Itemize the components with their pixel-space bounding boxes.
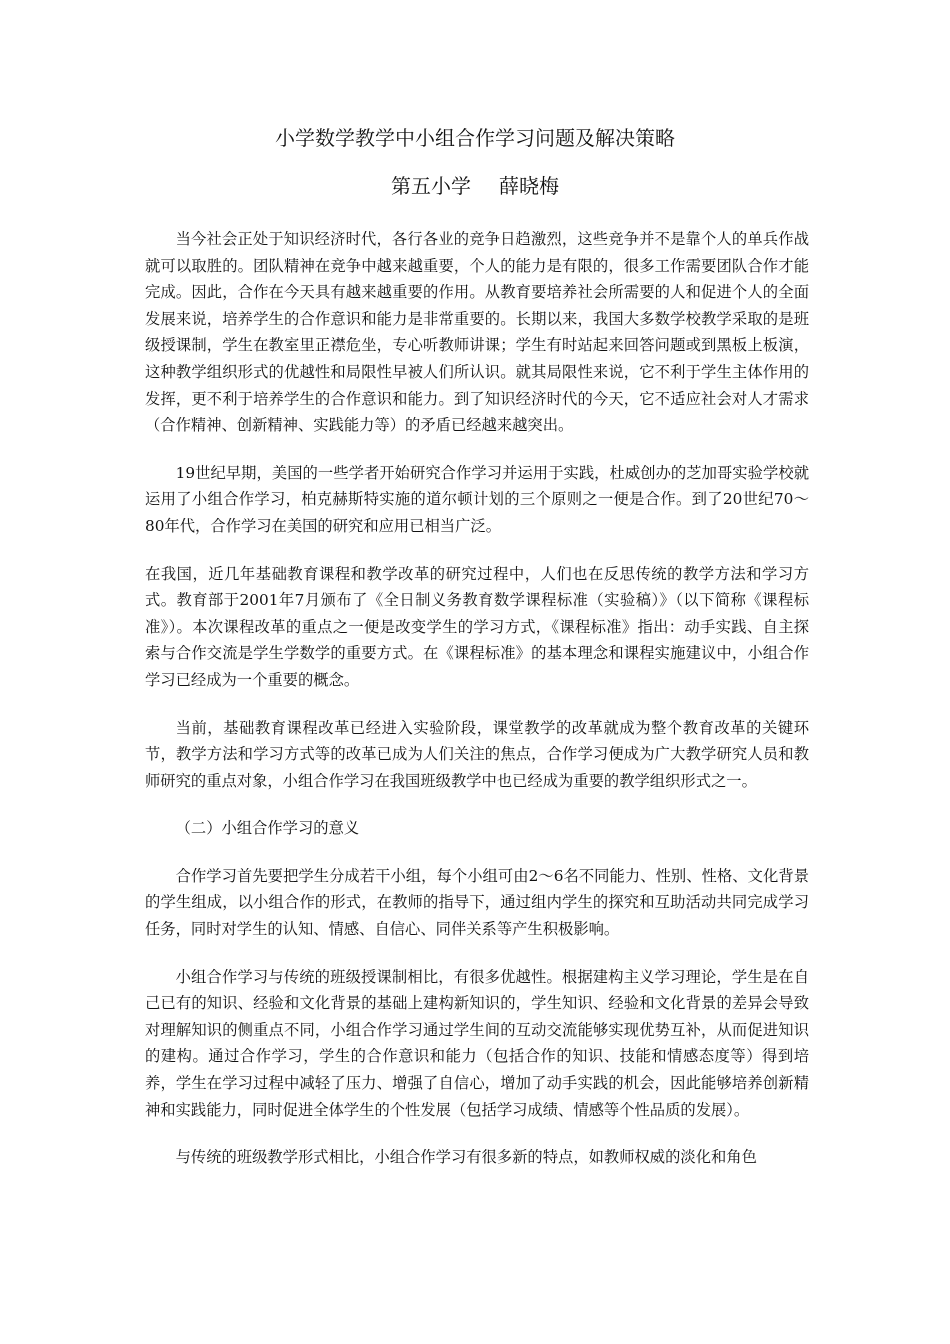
paragraph-6: 小组合作学习与传统的班级授课制相比，有很多优越性。根据建构主义学习理论，学生是在自己已有的知识、经验和文化背景的基础上建构新知识的，学生知识、经验和文化背景的差异会导致对理解知识的侧重点不同，小组合作学习通过学生间的互动交流能够实现优势互补，从而促进知识的建构。通过合作学习，学生的合作意识和能力（包括合作的知识、技能和情感态度等）得到培养，学生在学习过程中减轻了压力、增强了自信心，增加了动手实践的机会，因此能够培养创新精神和实践能力，同时促进全体学生的个性发展（包括学习成绩、情感等个性品质的发展）。 xyxy=(145,967,809,1119)
paragraph-2: 19世纪早期，美国的一些学者开始研究合作学习并运用于实践，杜威创办的芝加哥实验学校就运用了小组合作学习，柏克赫斯特实施的道尔顿计划的三个原则之一便是合作。到了20世纪70～80年代，合作学习在美国的研究和应用已相当广泛。 xyxy=(145,463,809,535)
author-name: 薛晓梅 xyxy=(499,174,559,198)
author-line xyxy=(0,172,950,200)
section-heading: （二）小组合作学习的意义 xyxy=(175,819,360,838)
school-name: 第五小学 xyxy=(391,174,471,198)
paragraph-5: 合作学习首先要把学生分成若干小组，每个小组可由2～6名不同能力、性别、性格、文化背景的学生组成，以小组合作的形式，在教师的指导下，通过组内学生的探究和互助活动共同完成学习任务，同时对学生的认知、情感、自信心、同伴关系等产生积极影响。 xyxy=(145,866,809,939)
document-title: 小学数学教学中小组合作学习问题及解决策略 xyxy=(275,126,675,150)
paragraph-3: 在我国，近几年基础教育课程和教学改革的研究过程中，人们也在反思传统的教学方法和学习方式。教育部于2001年7月颁布了《全日制义务教育数学课程标准（实验稿）》（以下简称《课程标准》）。本次课程改革的重点之一便是改变学生的学习方式，《课程标准》指出：动手实践、自主探索与合作交流是学生学数学的重要方式。在《课程标准》的基本理念和课程实施建议中，小组合作学习已经成为一个重要的概念。 xyxy=(145,564,809,689)
paragraph-7: 与传统的班级教学形式相比，小组合作学习有很多新的特点，如教师权威的淡化和角色 xyxy=(175,1148,757,1167)
paragraph-1: 当今社会正处于知识经济时代，各行各业的竞争日趋激烈，这些竞争并不是靠个人的单兵作战就可以取胜的。团队精神在竞争中越来越重要，个人的能力是有限的，很多工作需要团队合作才能完成。因此，合作在今天具有越来越重要的作用。从教育要培养社会所需要的人和促进个人的全面发展来说，培养学生的合作意识和能力是非常重要的。长期以来，我国大多数学校教学采取的是班级授课制，学生在教室里正襟危坐，专心听教师讲课；学生有时站起来回答问题或到黑板上板演，这种教学组织形式的优越性和局限性早被人们所认识。就其局限性来说，它不利于学生主体作用的发挥，更不利于培养学生的合作意识和能力。到了知识经济时代的今天，它不适应社会对人才需求（合作精神、创新精神、实践能力等）的矛盾已经越来越突出。 xyxy=(145,230,809,435)
paragraph-4: 当前，基础教育课程改革已经进入实验阶段，课堂教学的改革就成为整个教育改革的关键环节，教学方法和学习方式等的改革已成为人们关注的焦点，合作学习便成为广大教学研究人员和教师研究的重点对象，小组合作学习在我国班级教学中也已经成为重要的教学组织形式之一。 xyxy=(145,718,809,790)
document-body xyxy=(145,226,809,1171)
